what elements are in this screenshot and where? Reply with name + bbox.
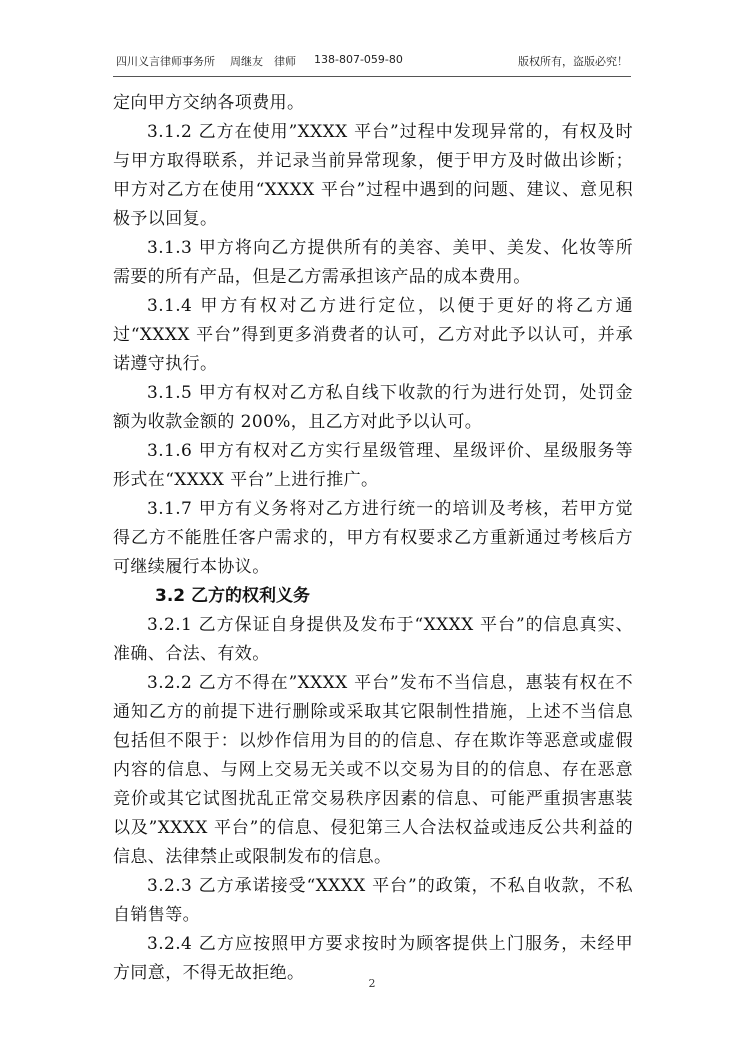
page-header — [116, 53, 628, 71]
clause-3-1-2: 3.1.2 乙方在使用”XXXX 平台”过程中发现异常的，有权及时与甲方取得联系，并记录当前异常现象，便于甲方及时做出诊断；甲方对乙方在使用“XXXX 平台”过程中遇到的问题、建议、意见积极予以回复。 — [113, 122, 633, 229]
clause-3-1-7: 3.1.7 甲方有义务将对乙方进行统一的培训及考核，若甲方觉得乙方不能胜任客户需求的，甲方有权要求乙方重新通过考核后方可继续履行本协议。 — [113, 499, 633, 577]
header-phone-number: 138-807-059-80 — [314, 53, 403, 66]
header-firm-name: 四川义言律师事务所 — [116, 55, 215, 68]
clause-3-1-4: 3.1.4 甲方有权对乙方进行定位，以便于更好的将乙方通过“XXXX 平台”得到更多消费者的认可，乙方对此予以认可，并承诺遵守执行。 — [113, 296, 633, 374]
clause-3-1-3: 3.1.3 甲方将向乙方提供所有的美容、美甲、美发、化妆等所需要的所有产品，但是乙方需承担该产品的成本费用。 — [113, 238, 633, 287]
clause-3-1-6: 3.1.6 甲方有权对乙方实行星级管理、星级评价、星级服务等形式在“XXXX 平台”上进行推广。 — [113, 441, 633, 490]
clause-3-2-4: 3.2.4 乙方应按照甲方要求按时为顾客提供上门服务，未经甲方同意，不得无故拒绝。 — [113, 934, 633, 983]
paragraph-continuation: 定向甲方交纳各项费用。 — [113, 93, 305, 113]
header-lawyer-name: 周继友 律师 — [230, 55, 296, 68]
clause-3-1-5: 3.1.5 甲方有权对乙方私自线下收款的行为进行处罚，处罚金额为收款金额的 200%，且乙方对此予以认可。 — [113, 383, 633, 432]
header-copyright-notice: 版权所有，盗版必究！ — [518, 55, 628, 68]
clause-3-2-3: 3.2.3 乙方承诺接受“XXXX 平台”的政策，不私自收款，不私自销售等。 — [113, 876, 633, 925]
clause-3-2-1: 3.2.1 乙方保证自身提供及发布于“XXXX 平台”的信息真实、准确、合法、有效。 — [113, 615, 633, 664]
page-number: 2 — [368, 977, 376, 990]
document-body — [113, 89, 633, 988]
section-heading-3-2: 3.2 乙方的权利义务 — [155, 586, 311, 606]
header-divider — [113, 76, 631, 77]
clause-3-2-2: 3.2.2 乙方不得在”XXXX 平台”发布不当信息，惠装有权在不通知乙方的前提下进行删除或采取其它限制性措施，上述不当信息包括但不限于：以炒作信用为目的的信息、存在欺诈等恶意或虚假内容的信息、与网上交易无关或不以交易为目的的信息、存在恶意竞价或其它试图扰乱正常交易秩序因素的信息、可能严重损害惠装以及”XXXX 平台”的信息、侵犯第三人合法权益或违反公共利益的信息、法律禁止或限制发布的信息。 — [113, 673, 633, 867]
